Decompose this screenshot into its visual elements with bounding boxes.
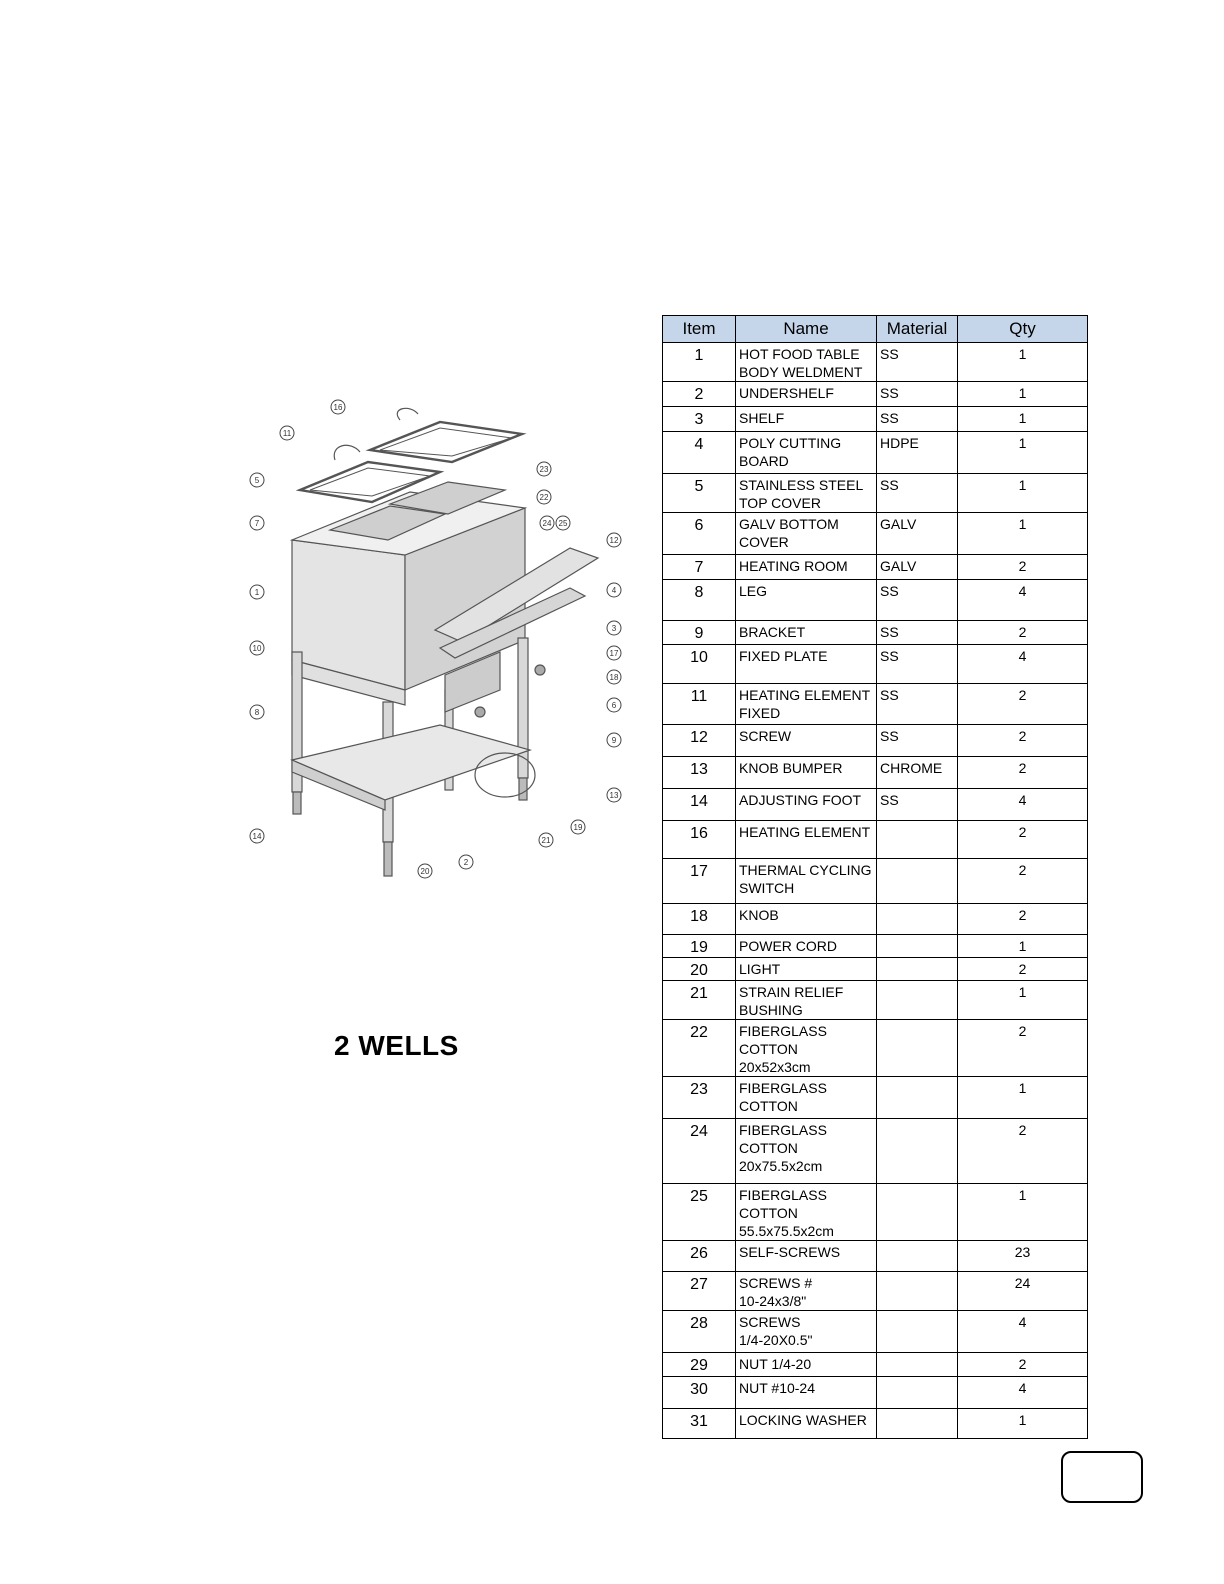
item-cell: 20 — [663, 958, 736, 981]
name-line: SCREW — [739, 728, 792, 744]
material-cell — [877, 1077, 958, 1119]
item-cell: 19 — [663, 935, 736, 958]
table-row — [663, 757, 1088, 789]
name-cell — [736, 513, 877, 555]
table-row — [663, 1241, 1088, 1272]
header-material: Material — [877, 316, 958, 343]
table-row — [663, 789, 1088, 821]
name-cell — [736, 684, 877, 725]
table-row — [663, 432, 1088, 474]
callout-label: 4 — [611, 586, 617, 595]
table-row — [663, 513, 1088, 555]
callout-label: 12 — [609, 536, 619, 545]
qty-cell: 2 — [958, 555, 1088, 580]
table-row — [663, 1119, 1088, 1184]
table-row — [663, 1272, 1088, 1311]
table-row — [663, 1311, 1088, 1353]
callout-label: 18 — [609, 673, 619, 682]
name-cell — [736, 407, 877, 432]
header-name: Name — [736, 316, 877, 343]
material-cell — [877, 1020, 958, 1077]
name-line: BODY WELDMENT — [739, 364, 863, 380]
name-line: SCREWS # — [739, 1275, 813, 1291]
name-line: POLY CUTTING — [739, 435, 842, 451]
item-cell: 16 — [663, 821, 736, 859]
name-line: 20x75.5x2cm — [739, 1158, 823, 1174]
item-cell: 8 — [663, 580, 736, 621]
callout-label: 21 — [541, 836, 551, 845]
table-row — [663, 1020, 1088, 1077]
qty-cell: 2 — [958, 725, 1088, 757]
table-header-row — [663, 316, 1088, 343]
material-cell: SS — [877, 474, 958, 513]
material-cell: SS — [877, 725, 958, 757]
qty-cell: 2 — [958, 904, 1088, 935]
table-row — [663, 1377, 1088, 1409]
parts-list-table — [662, 315, 1088, 1439]
name-cell — [736, 859, 877, 904]
name-cell — [736, 981, 877, 1020]
name-line: NUT #10-24 — [739, 1380, 816, 1396]
material-cell: SS — [877, 580, 958, 621]
qty-cell: 2 — [958, 757, 1088, 789]
qty-cell: 2 — [958, 859, 1088, 904]
table-row — [663, 555, 1088, 580]
name-line: HOT FOOD TABLE — [739, 346, 860, 362]
name-cell — [736, 1311, 877, 1353]
qty-cell: 4 — [958, 1377, 1088, 1409]
qty-cell: 1 — [958, 1077, 1088, 1119]
table-row — [663, 645, 1088, 684]
qty-cell: 2 — [958, 958, 1088, 981]
item-cell: 14 — [663, 789, 736, 821]
name-line: BRACKET — [739, 624, 806, 640]
callout-label: 16 — [333, 403, 343, 412]
callout-label: 13 — [609, 791, 619, 800]
callout-label: 20 — [420, 867, 430, 876]
name-line: BUSHING — [739, 1002, 803, 1018]
name-cell — [736, 343, 877, 382]
table-row — [663, 1184, 1088, 1241]
name-cell — [736, 935, 877, 958]
name-cell — [736, 1377, 877, 1409]
material-cell: SS — [877, 621, 958, 645]
item-cell: 2 — [663, 382, 736, 407]
name-line: LOCKING WASHER — [739, 1412, 867, 1428]
material-cell: GALV — [877, 555, 958, 580]
material-cell — [877, 1119, 958, 1184]
qty-cell: 1 — [958, 1184, 1088, 1241]
name-line: UNDERSHELF — [739, 385, 834, 401]
page-number-box — [1061, 1451, 1143, 1503]
name-cell — [736, 789, 877, 821]
item-cell: 9 — [663, 621, 736, 645]
callout-label: 17 — [609, 649, 619, 658]
material-cell — [877, 904, 958, 935]
item-cell: 22 — [663, 1020, 736, 1077]
material-cell: SS — [877, 382, 958, 407]
qty-cell: 1 — [958, 935, 1088, 958]
name-line: ADJUSTING FOOT — [739, 792, 862, 808]
item-cell: 25 — [663, 1184, 736, 1241]
name-line: COTTON — [739, 1140, 798, 1156]
material-cell: HDPE — [877, 432, 958, 474]
qty-cell: 2 — [958, 621, 1088, 645]
table-row — [663, 821, 1088, 859]
name-line: HEATING ROOM — [739, 558, 848, 574]
table-row — [663, 981, 1088, 1020]
item-cell: 6 — [663, 513, 736, 555]
material-cell — [877, 1311, 958, 1353]
name-cell — [736, 904, 877, 935]
name-line: HEATING ELEMENT — [739, 687, 871, 703]
item-cell: 27 — [663, 1272, 736, 1311]
item-cell: 13 — [663, 757, 736, 789]
name-cell — [736, 1077, 877, 1119]
name-line: SELF-SCREWS — [739, 1244, 841, 1260]
name-line: GALV BOTTOM — [739, 516, 839, 532]
name-line: FIBERGLASS — [739, 1080, 827, 1096]
callout-label: 1 — [254, 588, 260, 597]
table-row — [663, 382, 1088, 407]
name-line: COTTON — [739, 1041, 798, 1057]
name-cell — [736, 474, 877, 513]
material-cell — [877, 981, 958, 1020]
item-cell: 7 — [663, 555, 736, 580]
callout-label: 2 — [463, 858, 469, 867]
table-row — [663, 343, 1088, 382]
material-cell — [877, 1184, 958, 1241]
name-line: SWITCH — [739, 880, 795, 896]
material-cell — [877, 1241, 958, 1272]
table-row — [663, 1409, 1088, 1439]
name-cell — [736, 1272, 877, 1311]
name-line: SHELF — [739, 410, 785, 426]
item-cell: 31 — [663, 1409, 736, 1439]
header-qty: Qty — [958, 316, 1088, 343]
name-cell — [736, 1020, 877, 1077]
callout-label: 11 — [282, 429, 292, 438]
callout-label: 6 — [611, 701, 617, 710]
material-cell: SS — [877, 407, 958, 432]
callout-label: 8 — [254, 708, 260, 717]
item-cell: 24 — [663, 1119, 736, 1184]
callout-label: 5 — [254, 476, 260, 485]
qty-cell: 1 — [958, 1409, 1088, 1439]
item-cell: 3 — [663, 407, 736, 432]
callout-label: 19 — [573, 823, 583, 832]
name-line: 1/4-20X0.5" — [739, 1332, 813, 1348]
callout-label: 24 — [542, 519, 552, 528]
qty-cell: 4 — [958, 789, 1088, 821]
name-line: COVER — [739, 534, 789, 550]
item-cell: 30 — [663, 1377, 736, 1409]
name-line: HEATING ELEMENT — [739, 824, 871, 840]
callout-label: 14 — [252, 832, 262, 841]
qty-cell: 2 — [958, 1353, 1088, 1377]
item-cell: 18 — [663, 904, 736, 935]
name-line: BOARD — [739, 453, 789, 469]
material-cell: SS — [877, 343, 958, 382]
qty-cell: 1 — [958, 407, 1088, 432]
qty-cell: 24 — [958, 1272, 1088, 1311]
item-cell: 11 — [663, 684, 736, 725]
material-cell — [877, 859, 958, 904]
item-cell: 1 — [663, 343, 736, 382]
name-cell — [736, 757, 877, 789]
item-cell: 5 — [663, 474, 736, 513]
material-cell — [877, 1272, 958, 1311]
name-cell — [736, 621, 877, 645]
exploded-assembly-diagram — [240, 390, 640, 900]
name-line: KNOB BUMPER — [739, 760, 843, 776]
table-row — [663, 580, 1088, 621]
name-cell — [736, 821, 877, 859]
table-row — [663, 935, 1088, 958]
name-line: COTTON — [739, 1205, 798, 1221]
qty-cell: 2 — [958, 1119, 1088, 1184]
qty-cell: 23 — [958, 1241, 1088, 1272]
qty-cell: 1 — [958, 432, 1088, 474]
callout-label: 9 — [611, 736, 617, 745]
name-line: FIBERGLASS — [739, 1187, 827, 1203]
material-cell — [877, 1353, 958, 1377]
name-cell — [736, 645, 877, 684]
material-cell: SS — [877, 684, 958, 725]
name-cell — [736, 1184, 877, 1241]
item-cell: 4 — [663, 432, 736, 474]
table-row — [663, 407, 1088, 432]
table-row — [663, 684, 1088, 725]
qty-cell: 2 — [958, 684, 1088, 725]
table-row — [663, 904, 1088, 935]
name-cell — [736, 725, 877, 757]
callout-label: 23 — [539, 465, 549, 474]
header-item: Item — [663, 316, 736, 343]
material-cell — [877, 1409, 958, 1439]
table-row — [663, 621, 1088, 645]
name-cell — [736, 1241, 877, 1272]
material-cell — [877, 958, 958, 981]
name-line: 55.5x75.5x2cm — [739, 1223, 834, 1239]
name-line: NUT 1/4-20 — [739, 1356, 812, 1372]
material-cell — [877, 1377, 958, 1409]
table-row — [663, 859, 1088, 904]
name-cell — [736, 555, 877, 580]
name-line: COTTON — [739, 1098, 798, 1114]
table-row — [663, 725, 1088, 757]
callout-label: 10 — [252, 644, 262, 653]
name-line: FIXED — [739, 705, 781, 721]
name-line: SCREWS — [739, 1314, 801, 1330]
material-cell — [877, 935, 958, 958]
name-cell — [736, 382, 877, 407]
name-cell — [736, 580, 877, 621]
name-line: FIXED PLATE — [739, 648, 828, 664]
name-line: LIGHT — [739, 961, 781, 977]
name-line: POWER CORD — [739, 938, 837, 954]
diagram-caption: 2 WELLS — [334, 1030, 459, 1061]
qty-cell: 1 — [958, 981, 1088, 1020]
name-line: KNOB — [739, 907, 779, 923]
name-line: LEG — [739, 583, 768, 599]
name-line: 20x52x3cm — [739, 1059, 811, 1075]
material-cell: SS — [877, 645, 958, 684]
name-line: 10-24x3/8" — [739, 1293, 807, 1309]
qty-cell: 2 — [958, 821, 1088, 859]
name-line: TOP COVER — [739, 495, 821, 511]
qty-cell: 1 — [958, 382, 1088, 407]
item-cell: 12 — [663, 725, 736, 757]
material-cell: GALV — [877, 513, 958, 555]
item-cell: 23 — [663, 1077, 736, 1119]
qty-cell: 1 — [958, 474, 1088, 513]
name-line: STAINLESS STEEL — [739, 477, 864, 493]
qty-cell: 4 — [958, 580, 1088, 621]
qty-cell: 2 — [958, 1020, 1088, 1077]
name-line: STRAIN RELIEF — [739, 984, 844, 1000]
table-row — [663, 474, 1088, 513]
table-row — [663, 1353, 1088, 1377]
name-line: FIBERGLASS — [739, 1023, 827, 1039]
table-row — [663, 958, 1088, 981]
material-cell: SS — [877, 789, 958, 821]
material-cell — [877, 821, 958, 859]
qty-cell: 1 — [958, 513, 1088, 555]
qty-cell: 1 — [958, 343, 1088, 382]
table-row — [663, 1077, 1088, 1119]
name-cell — [736, 432, 877, 474]
item-cell: 29 — [663, 1353, 736, 1377]
callout-label: 7 — [254, 519, 260, 528]
item-cell: 28 — [663, 1311, 736, 1353]
qty-cell: 4 — [958, 645, 1088, 684]
material-cell: CHROME — [877, 757, 958, 789]
callout-label: 25 — [558, 519, 568, 528]
callout-label: 22 — [539, 493, 549, 502]
item-cell: 21 — [663, 981, 736, 1020]
name-cell — [736, 958, 877, 981]
item-cell: 26 — [663, 1241, 736, 1272]
item-cell: 10 — [663, 645, 736, 684]
name-cell — [736, 1119, 877, 1184]
name-line: THERMAL CYCLING — [739, 862, 872, 878]
name-cell — [736, 1353, 877, 1377]
name-line: FIBERGLASS — [739, 1122, 827, 1138]
callout-label: 3 — [611, 624, 617, 633]
name-cell — [736, 1409, 877, 1439]
qty-cell: 4 — [958, 1311, 1088, 1353]
item-cell: 17 — [663, 859, 736, 904]
